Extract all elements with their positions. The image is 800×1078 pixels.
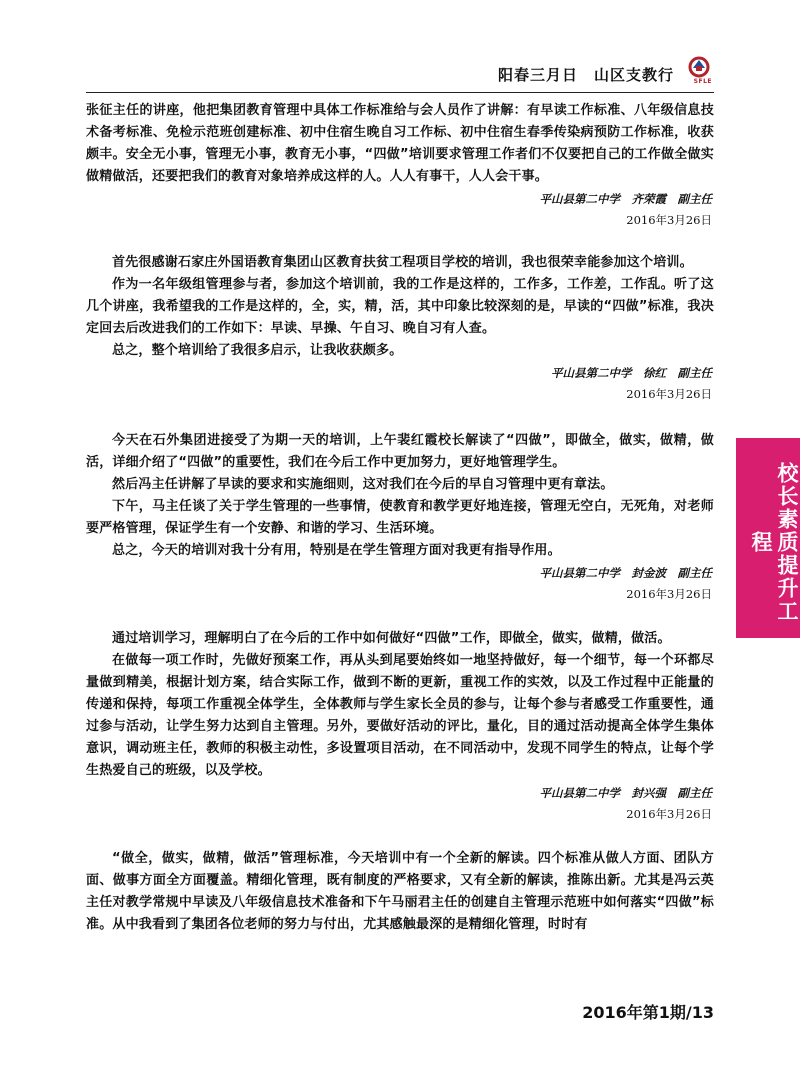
logo-text: SFLE: [693, 78, 712, 85]
article-3-signature: 平山县第二中学 封金波 副主任: [539, 566, 712, 580]
article-2-date: 2016年3月26日: [626, 387, 712, 401]
article-1-paragraph-1: 张征主任的讲座，他把集团教育管理中具体工作标准给与会人员作了讲解：有早读工作标准、八年级信息技术备考标准、免检示范班创建标准、初中住宿生晚自习工作标、初中住宿生春季传染病预防工作标准，收获颇丰。安全无小事，管理无小事，教育无小事，“四做”培训要求管理工作者们不仅要把自己的工作做全做实做精做活，还要把我们的教育对象培养成这样的人。人人有事干，人人会干事。: [86, 103, 714, 184]
article-3-paragraph-3: 下午，马主任谈了关于学生管理的一些事情，使教育和教学更好地连接，管理无空白，无死角，对老师要严格管理，保证学生有一个安静、和谐的学习、生活环境。: [86, 499, 714, 536]
header-title: 阳春三月日 山区支教行: [497, 66, 674, 84]
article-3-paragraph-4: 总之，今天的培训对我十分有用，特别是在学生管理方面对我更有指导作用。: [112, 543, 561, 558]
article-1: [86, 100, 714, 230]
article-2: [86, 252, 714, 404]
header-divider: [86, 92, 714, 93]
article-1-date: 2016年3月26日: [626, 213, 712, 227]
page-number: 2016年第1期/13: [582, 1003, 714, 1022]
article-4: [86, 628, 714, 824]
article-4-date: 2016年3月26日: [626, 807, 712, 821]
article-3-paragraph-1: 今天在石外集团进接受了为期一天的培训，上午裴红霞校长解读了“四做”，即做全，做实，做精，做活，详细介绍了“四做”的重要性，我们在今后工作中更加努力，更好地管理学生。: [86, 433, 714, 470]
article-2-paragraph-2: 作为一名年级组管理参与者，参加这个培训前，我的工作是这样的，工作多，工作差，工作乱。听了这几个讲座，我希望我的工作是这样的，全，实，精，活，其中印象比较深刻的是，早读的“四做”标准，我决定回去后改进我们的工作如下：早读、早操、午自习、晚自习有人查。: [86, 277, 714, 336]
article-4-signature: 平山县第二中学 封兴强 副主任: [539, 786, 712, 800]
article-3-paragraph-2: 然后冯主任讲解了早读的要求和实施细则，这对我们在今后的早自习管理中更有章法。: [112, 477, 614, 492]
article-3-date: 2016年3月26日: [626, 587, 712, 601]
article-5-paragraph-1: “做全，做实，做精，做活”管理标准，今天培训中有一个全新的解读。四个标准从做人方面、团队方面、做事方面全方面覆盖。精细化管理，既有制度的严格要求，又有全新的解读，推陈出新。尤其是冯云英主任对教学常规中早读及八年级信息技术准备和下午马丽君主任的创建自主管理示范班中如何落实“四做”标准。从中我看到了集团各位老师的努力与付出，尤其感触最深的是精细化管理，时时有: [86, 851, 714, 932]
article-4-paragraph-1: 通过培训学习，理解明白了在今后的工作中如何做好“四做”工作，即做全，做实，做精，做活。: [112, 631, 671, 646]
article-2-paragraph-1: 首先很感谢石家庄外国语教育集团山区教育扶贫工程项目学校的培训，我也很荣幸能参加这个培训。: [112, 255, 693, 270]
section-side-tab: [736, 438, 800, 638]
article-1-signature: 平山县第二中学 齐荣霞 副主任: [539, 192, 712, 206]
side-tab-label: 校长素质提升工程: [749, 461, 799, 623]
page-content: [86, 100, 714, 936]
article-2-signature: 平山县第二中学 徐红 副主任: [551, 366, 712, 380]
article-4-paragraph-2: 在做每一项工作时，先做好预案工作，再从头到尾要始终如一地坚持做好，每一个细节，每一个环都尽量做到精美，根据计划方案，结合实际工作，做到不断的更新，重视工作的实效，以及工作过程中正能量的传递和保持，每项工作重视全体学生，全体教师与学生家长全员的参与，让每个参与者感受工作重要性，通过参与活动，让学生努力达到自主管理。另外，要做好活动的评比，量化，目的通过活动提高全体学生集体意识，调动班主任，教师的积极主动性，多设置项目活动，在不同活动中，发现不同学生的特点，让每个学生热爱自己的班级，以及学校。: [86, 653, 714, 778]
article-2-paragraph-3: 总之，整个培训给了我很多启示，让我收获颇多。: [112, 343, 403, 358]
article-3: [86, 430, 714, 604]
page-header: [86, 56, 714, 90]
article-5: [86, 848, 714, 936]
